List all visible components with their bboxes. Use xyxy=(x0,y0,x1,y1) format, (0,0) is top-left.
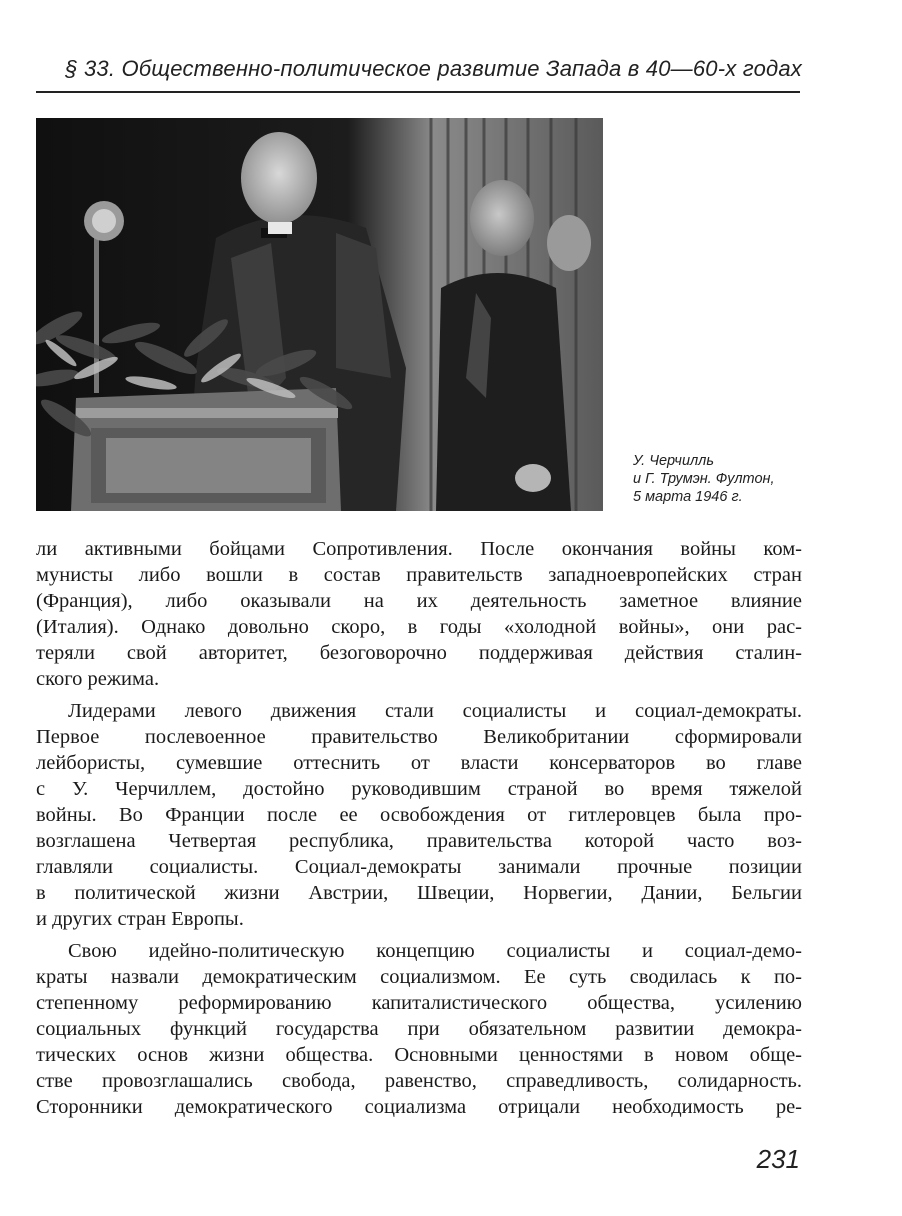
text-line: Свою идейно-политическую концепцию социалисты и социал-демо- xyxy=(68,940,802,962)
text-line: (Франция), либо оказывали на их деятельность заметное влияние xyxy=(36,590,802,612)
text-line: теряли свой авторитет, безоговорочно поддерживая действия сталин- xyxy=(36,642,802,664)
text-line: с У. Черчиллем, достойно руководившим страной во время тяжелой xyxy=(36,778,802,800)
page-number: 231 xyxy=(756,1144,800,1174)
text-line: социальных функций государства при обязательном развитии демокра- xyxy=(36,1018,802,1040)
text-line: мунисты либо вошли в состав правительств западноевропейских стран xyxy=(36,564,802,586)
text-line: (Италия). Однако довольно скоро, в годы «холодной войны», они рас- xyxy=(36,616,802,638)
text-line: краты назвали демократическим социализмом. Ее суть сводилась к по- xyxy=(36,966,802,988)
body-text xyxy=(36,536,802,1126)
text-line: ли активными бойцами Сопротивления. После окончания войны ком- xyxy=(36,538,802,560)
text-line: Сторонники демократического социализма отрицали необходимость ре- xyxy=(36,1096,802,1118)
photo-churchill-truman xyxy=(36,118,603,511)
text-line: тических основ жизни общества. Основными ценностями в новом обще- xyxy=(36,1044,802,1066)
text-line: степенному реформированию капиталистического общества, усилению xyxy=(36,992,802,1014)
text-line: Лидерами левого движения стали социалисты и социал-демократы. xyxy=(68,700,802,722)
text-line: главляли социалисты. Социал-демократы занимали прочные позиции xyxy=(36,856,802,878)
text-line: Первое послевоенное правительство Великобритании сформировали xyxy=(36,726,802,748)
paragraph-1 xyxy=(36,536,802,692)
text-line: лейбористы, сумевшие оттеснить от власти консерваторов во главе xyxy=(36,752,802,774)
text-line: возглашена Четвертая республика, правительства которой часто воз- xyxy=(36,830,802,852)
caption-line: 5 марта 1946 г. xyxy=(633,489,743,505)
text-line: и других стран Европы. xyxy=(36,908,244,930)
text-line: войны. Во Франции после ее освобождения от гитлеровцев была про- xyxy=(36,804,802,826)
text-line: в политической жизни Австрии, Швеции, Норвегии, Дании, Бельгии xyxy=(36,882,802,904)
running-header: § 33. Общественно-политическое развитие Запада в 40—60-х годах xyxy=(65,56,802,81)
caption-line: и Г. Трумэн. Фултон, xyxy=(633,471,775,487)
header-rule xyxy=(36,91,800,93)
text-line: стве провозглашались свобода, равенство, справедливость, солидарность. xyxy=(36,1070,802,1092)
text-line: ского режима. xyxy=(36,668,160,690)
photo-caption xyxy=(633,452,823,506)
paragraph-2 xyxy=(36,698,802,932)
caption-line: У. Черчилль xyxy=(633,453,714,469)
paragraph-3 xyxy=(36,938,802,1120)
